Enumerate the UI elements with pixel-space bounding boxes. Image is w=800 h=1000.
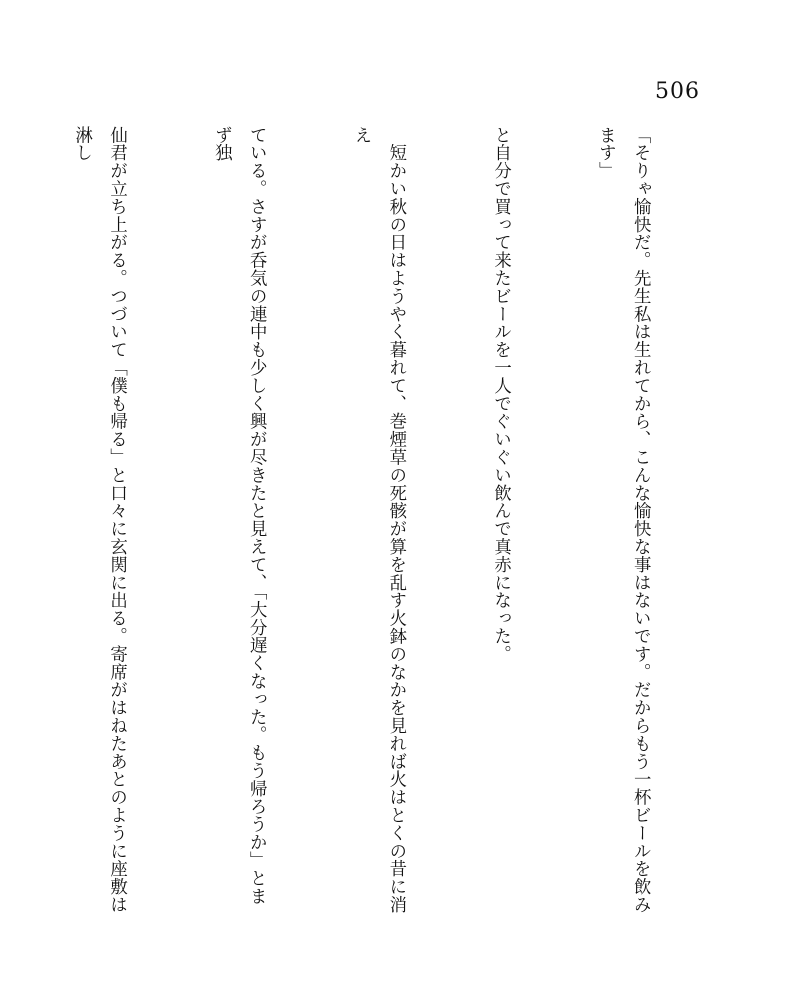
vertical-text-body: [67, 126, 727, 916]
text-line: 仙君が立ち上がる。つづいて「僕も帰る」と口々に玄関に出る。寄席がはねたあとのように座敷は淋し: [71, 126, 127, 914]
text-line: と自分で買って来たビールを一人でぐいぐい飲んで真赤になった。: [490, 126, 511, 663]
page-number: 506: [655, 79, 700, 104]
text-line: 短かい秋の日はようやく暮れて、巻煙草の死骸が算を乱す火鉢のなかを見れば火はとくの昔に消え: [350, 126, 406, 914]
text-line: 「そりゃ愉快だ。先生私は生れてから、こんな愉快な事はないです。だからもう一杯ビールを飲みます」: [595, 126, 651, 914]
text-line: ている。さすが呑気の連中も少しく興が尽きたと見えて、「大分遅くなった。もう帰ろうか」とまず独: [211, 126, 267, 905]
